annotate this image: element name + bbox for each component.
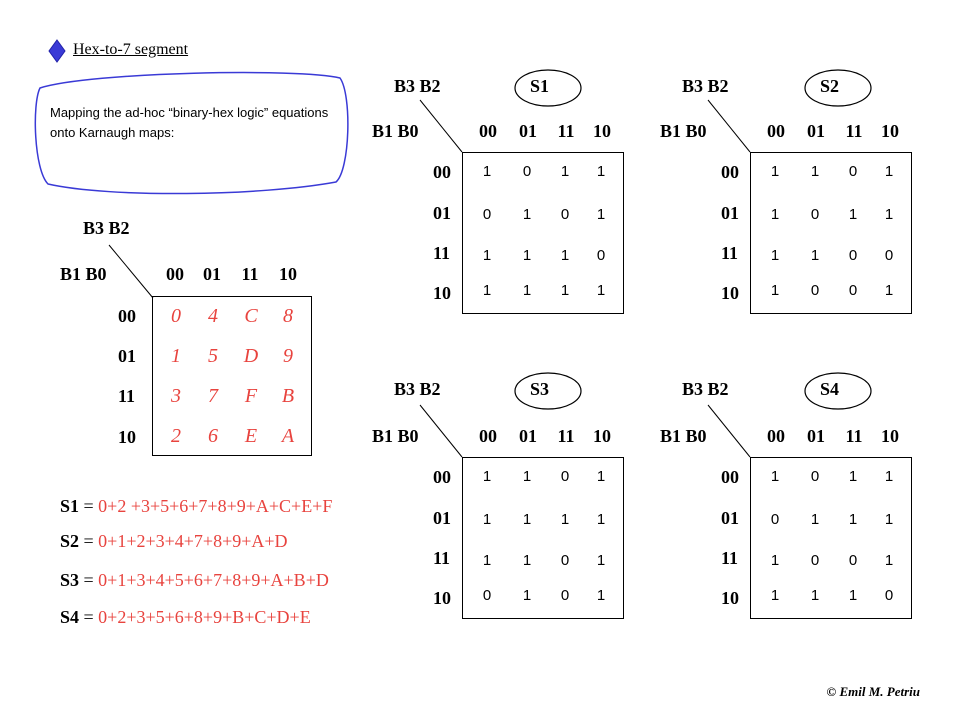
kmap-col-label: 10	[881, 121, 899, 141]
equation-rhs: 0+2 +3+5+6+7+8+9+A+C+E+F	[98, 496, 333, 516]
kmap-row-label: 11	[721, 243, 739, 263]
kmap-row-label: 00	[721, 162, 739, 182]
note-text: Mapping the ad-hoc “binary-hex logic” equations onto Karnaugh maps:	[50, 105, 329, 140]
equation-rhs: 0+1+3+4+5+6+7+8+9+A+B+D	[98, 570, 329, 590]
equals-sign: =	[79, 496, 99, 516]
kmap-cell: 1	[884, 163, 894, 180]
kmap-cell: 0	[522, 163, 532, 180]
kmap-cell: 1	[596, 552, 606, 569]
kmap-cell: 1	[522, 247, 532, 264]
kmap-cell: 0	[810, 206, 820, 223]
kmap-cell: 1	[884, 552, 894, 569]
hex-cell: D	[243, 345, 259, 367]
kmap-name: S1	[530, 76, 550, 96]
equation-name: S3	[60, 570, 80, 590]
kmap-row-label: 00	[433, 162, 451, 182]
hex-cell: F	[244, 385, 258, 407]
kmap-cell: 1	[482, 552, 492, 569]
kmap-col-vars: B1 B0	[372, 121, 419, 141]
kmap-row-label: 10	[433, 283, 451, 303]
kmap-cell: 1	[770, 468, 780, 485]
hex-col-label: 11	[241, 264, 259, 284]
kmap-row-label: 11	[433, 243, 451, 263]
kmap-cell: 0	[560, 587, 570, 604]
equation-s3	[60, 570, 329, 591]
hex-cell: E	[244, 425, 258, 447]
equation-rhs: 0+2+3+5+6+8+9+B+C+D+E	[98, 607, 311, 627]
kmap-row-label: 10	[721, 588, 739, 608]
kmap-row-label: 01	[721, 203, 739, 223]
kmap-col-label: 11	[557, 121, 575, 141]
hex-row-label: 00	[118, 306, 136, 326]
bullet-diamond-icon	[49, 40, 65, 62]
kmap-name: S2	[820, 76, 840, 96]
kmap-row-label: 01	[433, 508, 451, 528]
hex-cell: 1	[171, 345, 181, 367]
kmap-cell: 1	[560, 163, 570, 180]
kmap-cell: 1	[482, 282, 492, 299]
hex-cell: 6	[208, 425, 218, 447]
equation-s2	[60, 531, 288, 552]
kmap-cell: 1	[560, 247, 570, 264]
kmap-cell: 1	[770, 206, 780, 223]
equation-rhs: 0+1+2+3+4+7+8+9+A+D	[98, 531, 288, 551]
kmap-col-label: 00	[479, 121, 497, 141]
s3-diagonal	[420, 405, 462, 457]
kmap-name: S4	[820, 379, 840, 399]
kmap-cell: 1	[810, 587, 820, 604]
s2-diagonal	[708, 100, 750, 152]
kmap-cell: 0	[848, 247, 858, 264]
hex-cell: C	[244, 305, 258, 327]
kmap-cell: 1	[522, 552, 532, 569]
kmap-cell: 1	[482, 163, 492, 180]
kmap-cell: 0	[482, 587, 492, 604]
hex-col-label: 10	[279, 264, 297, 284]
kmap-cell: 1	[522, 511, 532, 528]
kmap-cell: 0	[848, 552, 858, 569]
kmap-cell: 1	[596, 282, 606, 299]
kmap-cell: 1	[522, 587, 532, 604]
kmap-cell: 0	[884, 587, 894, 604]
kmap-cell: 1	[596, 468, 606, 485]
hex-cell: 5	[208, 345, 218, 367]
kmap-cell: 1	[848, 511, 858, 528]
kmap-cell: 1	[596, 511, 606, 528]
kmap-col-label: 11	[557, 426, 575, 446]
hex-cell: 8	[283, 305, 293, 327]
kmap-row-vars: B3 B2	[682, 379, 729, 399]
kmap-cell: 1	[560, 282, 570, 299]
hex-cell: A	[281, 425, 295, 447]
s1-diagonal	[420, 100, 462, 152]
kmap-col-label: 01	[519, 426, 537, 446]
kmap-row-label: 01	[433, 203, 451, 223]
kmap-cell: 1	[482, 247, 492, 264]
kmap-cell: 1	[482, 468, 492, 485]
kmap-cell: 1	[770, 247, 780, 264]
kmap-name: S3	[530, 379, 550, 399]
kmap-col-label: 00	[767, 121, 785, 141]
kmap-cell: 1	[770, 282, 780, 299]
kmap-col-vars: B1 B0	[660, 426, 707, 446]
kmap-col-label: 00	[767, 426, 785, 446]
kmap-row-vars: B3 B2	[394, 379, 441, 399]
kmap-cell: 0	[848, 282, 858, 299]
kmap-cell: 1	[596, 587, 606, 604]
kmap-row-vars: B3 B2	[682, 76, 729, 96]
kmap-cell: 1	[770, 163, 780, 180]
kmap-col-vars: B1 B0	[372, 426, 419, 446]
hex-row-label: 10	[118, 427, 136, 447]
kmap-cell: 1	[522, 206, 532, 223]
kmap-row-label: 10	[721, 283, 739, 303]
kmap-cell: 0	[596, 247, 606, 264]
kmap-cell: 0	[848, 163, 858, 180]
kmap-cell: 0	[770, 511, 780, 528]
kmap-row-label: 01	[721, 508, 739, 528]
hex-cell: 9	[283, 345, 293, 367]
kmap-cell: 1	[522, 282, 532, 299]
kmap-cell: 1	[596, 163, 606, 180]
hex-map-col-vars: B1 B0	[60, 264, 107, 284]
hex-map-diagonal	[109, 245, 153, 298]
copyright: © Emil M. Petriu	[826, 684, 920, 699]
kmap-row-label: 11	[721, 548, 739, 568]
kmap-cell: 1	[884, 206, 894, 223]
hex-cell: B	[281, 385, 295, 407]
kmap-cell: 1	[810, 247, 820, 264]
equation-name: S1	[60, 496, 80, 516]
kmap-cell: 1	[770, 587, 780, 604]
kmap-cell: 1	[848, 468, 858, 485]
hex-cell: 0	[171, 305, 181, 327]
kmap-row-label: 00	[721, 467, 739, 487]
kmap-cell: 1	[884, 468, 894, 485]
kmap-cell: 1	[848, 587, 858, 604]
kmap-cell: 1	[848, 206, 858, 223]
hex-cell: 3	[171, 385, 181, 407]
kmap-cell: 0	[560, 468, 570, 485]
kmap-cell: 1	[884, 282, 894, 299]
kmap-col-label: 10	[881, 426, 899, 446]
equation-s1	[60, 496, 332, 517]
kmap-cell: 0	[810, 552, 820, 569]
s4-diagonal	[708, 405, 750, 457]
kmap-col-label: 01	[807, 121, 825, 141]
kmap-cell: 0	[482, 206, 492, 223]
kmap-col-label: 00	[479, 426, 497, 446]
kmap-cell: 1	[482, 511, 492, 528]
kmap-cell: 1	[770, 552, 780, 569]
equals-sign: =	[79, 607, 99, 627]
hex-cell: 4	[208, 305, 218, 327]
kmap-cell: 1	[596, 206, 606, 223]
kmap-col-label: 01	[807, 426, 825, 446]
hex-map-row-vars: B3 B2	[83, 218, 130, 238]
equation-name: S2	[60, 531, 80, 551]
equation-s4	[60, 607, 311, 628]
kmap-row-label: 10	[433, 588, 451, 608]
kmap-cell: 0	[560, 206, 570, 223]
kmap-cell: 1	[810, 511, 820, 528]
kmap-col-label: 01	[519, 121, 537, 141]
kmap-col-label: 10	[593, 426, 611, 446]
hex-col-label: 00	[166, 264, 184, 284]
hex-cell: 7	[208, 385, 218, 407]
page-title-link[interactable]: Hex-to-7 segment	[73, 41, 189, 58]
kmap-cell: 1	[884, 511, 894, 528]
kmap-col-vars: B1 B0	[660, 121, 707, 141]
equation-name: S4	[60, 607, 80, 627]
kmap-cell: 1	[522, 468, 532, 485]
kmap-col-label: 11	[845, 426, 863, 446]
hex-row-label: 01	[118, 346, 136, 366]
hex-row-label: 11	[118, 386, 136, 406]
kmap-row-vars: B3 B2	[394, 76, 441, 96]
equals-sign: =	[79, 531, 99, 551]
kmap-col-label: 11	[845, 121, 863, 141]
kmap-col-label: 10	[593, 121, 611, 141]
kmap-row-label: 00	[433, 467, 451, 487]
kmap-row-label: 11	[433, 548, 451, 568]
kmap-cell: 0	[810, 468, 820, 485]
kmap-cell: 1	[810, 163, 820, 180]
hex-col-label: 01	[203, 264, 221, 284]
hex-cell: 2	[171, 425, 181, 447]
kmap-cell: 0	[884, 247, 894, 264]
kmap-cell: 0	[560, 552, 570, 569]
kmap-cell: 0	[810, 282, 820, 299]
equals-sign: =	[79, 570, 99, 590]
kmap-cell: 1	[560, 511, 570, 528]
